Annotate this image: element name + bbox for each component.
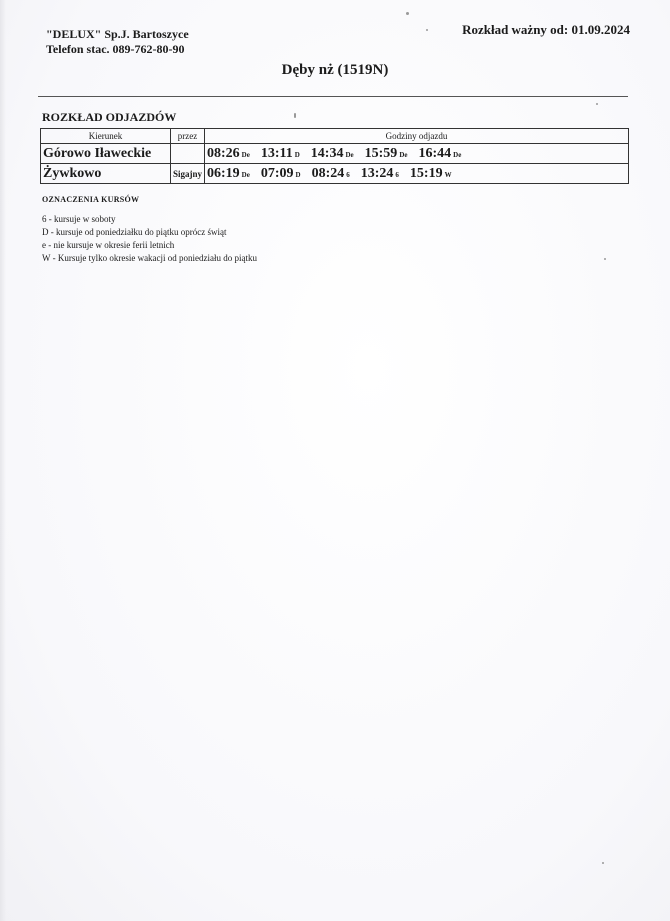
legend-item: e - nie kursuje w okresie ferii letnich: [42, 240, 175, 250]
table-header-row: [41, 129, 629, 144]
stop-title: Dęby nż (1519N): [281, 62, 389, 78]
course-mark: 6: [395, 170, 399, 179]
departure: [410, 166, 452, 181]
scan-speck: [406, 12, 409, 15]
departure-time: 14:34: [310, 145, 344, 161]
legend-item: 6 - kursuje w soboty: [42, 214, 116, 224]
section-title: ROZKŁAD ODJAZDÓW: [42, 110, 177, 124]
via-cell: Sigajny: [171, 164, 205, 184]
header-direction: Kierunek: [41, 129, 171, 144]
scan-speck: [294, 113, 296, 118]
departure-time: 08:24: [311, 165, 345, 181]
departure: [311, 146, 354, 161]
legend-title: OZNACZENIA KURSÓW: [42, 195, 140, 204]
departure-time: 06:19: [207, 165, 240, 181]
course-mark: W: [444, 170, 452, 179]
scan-edge-shadow: [0, 0, 6, 921]
valid-from: Rozkład ważny od: 01.09.2024: [462, 22, 630, 37]
scan-speck: [596, 103, 598, 105]
departure: [261, 166, 301, 181]
legend-list: [42, 213, 257, 265]
course-mark: De: [345, 150, 354, 159]
departure-time: 08:26: [207, 145, 240, 161]
course-mark: D: [295, 170, 301, 179]
header-via: przez: [171, 129, 205, 144]
scan-speck: [602, 862, 604, 864]
departures-cell: [205, 164, 629, 184]
departure-time: 15:59: [364, 145, 398, 161]
course-mark: De: [241, 170, 250, 179]
departure: [312, 166, 350, 181]
departure: [261, 146, 300, 161]
company-phone: Telefon stac. 089-762-80-90: [46, 42, 185, 56]
table-row: [41, 164, 629, 184]
scan-speck: [604, 258, 606, 260]
course-mark: De: [399, 150, 408, 159]
departure: [361, 166, 399, 181]
via-cell: [171, 144, 205, 164]
departure-table: [40, 128, 629, 184]
departure-time: 13:24: [360, 165, 394, 181]
course-mark: D: [294, 150, 300, 159]
departure: [207, 166, 250, 181]
departure-time: 15:19: [409, 165, 443, 181]
course-mark: De: [453, 150, 462, 159]
departure-time: 13:11: [260, 145, 293, 161]
departure-time: 16:44: [418, 145, 452, 161]
table-row: [41, 144, 629, 164]
legend-item: W - Kursuje tylko okresie wakacji od poniedziału do piątku: [42, 253, 258, 263]
departure: [365, 146, 408, 161]
departures-cell: [205, 144, 629, 164]
company-name: "DELUX" Sp.J. Bartoszyce: [46, 27, 189, 41]
direction-cell: Górowo Iławeckie: [41, 144, 171, 164]
header-divider: [38, 96, 628, 97]
course-mark: De: [241, 150, 250, 159]
header-times: Godziny odjazdu: [205, 129, 629, 144]
departure-time: 07:09: [260, 165, 294, 181]
scan-speck: [426, 29, 428, 31]
direction-cell: Żywkowo: [41, 164, 171, 184]
departure: [418, 146, 461, 161]
departure: [207, 146, 250, 161]
course-mark: 6: [346, 170, 350, 179]
company-info: [46, 27, 189, 57]
legend-item: D - kursuje od poniedziałku do piątku oprócz świąt: [42, 227, 227, 237]
